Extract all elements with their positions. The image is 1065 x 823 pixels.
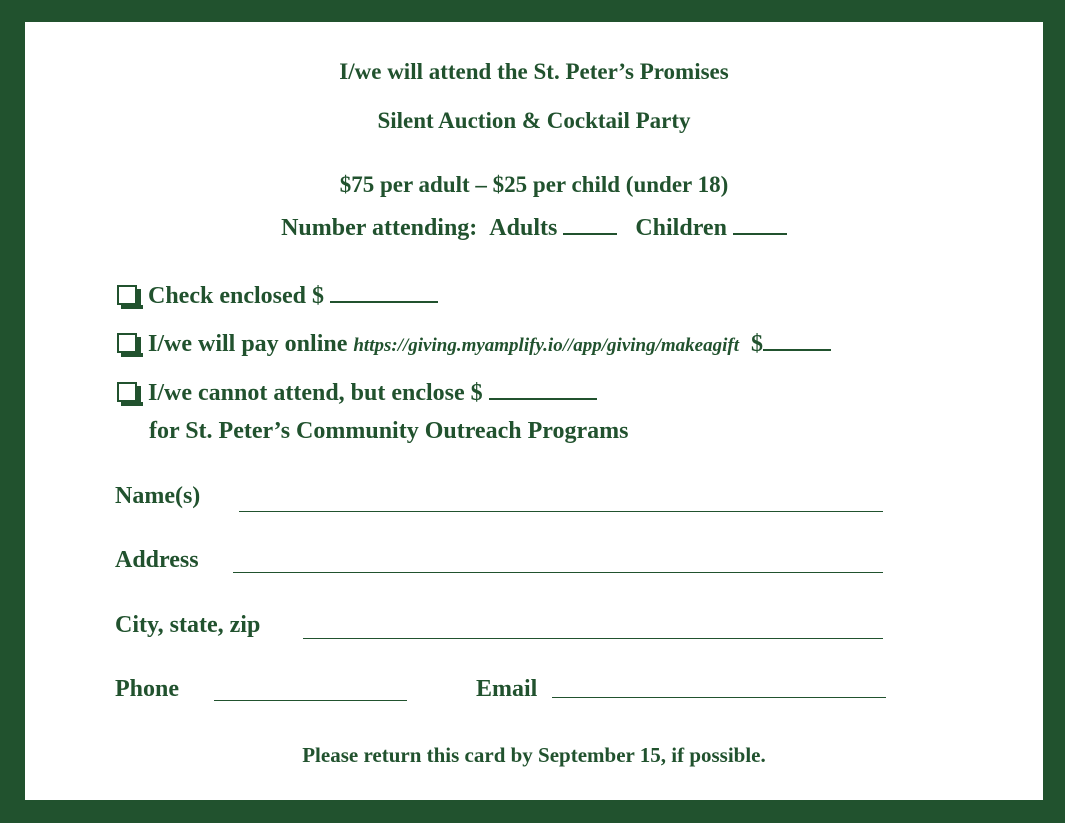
option-check-enclosed[interactable] <box>117 283 438 310</box>
children-blank[interactable] <box>733 232 787 235</box>
checkbox-icon[interactable] <box>117 382 137 402</box>
donation-amount-blank[interactable] <box>489 397 597 400</box>
giving-url-link[interactable]: https://giving.myamplify.io//app/giving/makeagift <box>353 335 739 356</box>
outreach-programs-text: for St. Peter’s Community Outreach Programs <box>149 418 629 444</box>
name-label: Name(s) <box>115 483 201 509</box>
check-enclosed-label: Check enclosed $ <box>148 283 324 309</box>
name-line[interactable] <box>239 511 883 512</box>
adults-label: Adults <box>489 215 558 241</box>
email-line[interactable] <box>552 697 886 698</box>
email-label: Email <box>476 676 538 702</box>
cannot-attend-label: I/we cannot attend, but enclose $ <box>148 380 483 406</box>
online-amount-blank[interactable] <box>763 348 831 351</box>
pay-online-label: I/we will pay online <box>148 331 348 357</box>
check-amount-blank[interactable] <box>330 300 438 303</box>
phone-label: Phone <box>115 676 180 702</box>
option-pay-online[interactable] <box>117 331 831 358</box>
phone-line[interactable] <box>214 700 407 701</box>
number-attending-row <box>25 215 1043 242</box>
adults-blank[interactable] <box>563 232 617 235</box>
pricing-line: $75 per adult – $25 per child (under 18) <box>339 172 729 197</box>
checkbox-icon[interactable] <box>117 285 137 305</box>
number-attending-label: Number attending: <box>281 215 478 241</box>
footer-note: Please return this card by September 15, if possible. <box>302 743 766 767</box>
checkbox-icon[interactable] <box>117 333 137 353</box>
address-line[interactable] <box>233 572 883 573</box>
online-amount-symbol: $ <box>750 331 763 357</box>
city-state-zip-label: City, state, zip <box>115 612 261 638</box>
title-line-2: Silent Auction & Cocktail Party <box>377 108 691 133</box>
city-state-zip-line[interactable] <box>303 638 883 639</box>
address-label: Address <box>115 547 199 573</box>
option-cannot-attend[interactable] <box>117 380 597 407</box>
children-label: Children <box>635 215 727 241</box>
title-line-1: I/we will attend the St. Peter’s Promises <box>339 59 729 84</box>
